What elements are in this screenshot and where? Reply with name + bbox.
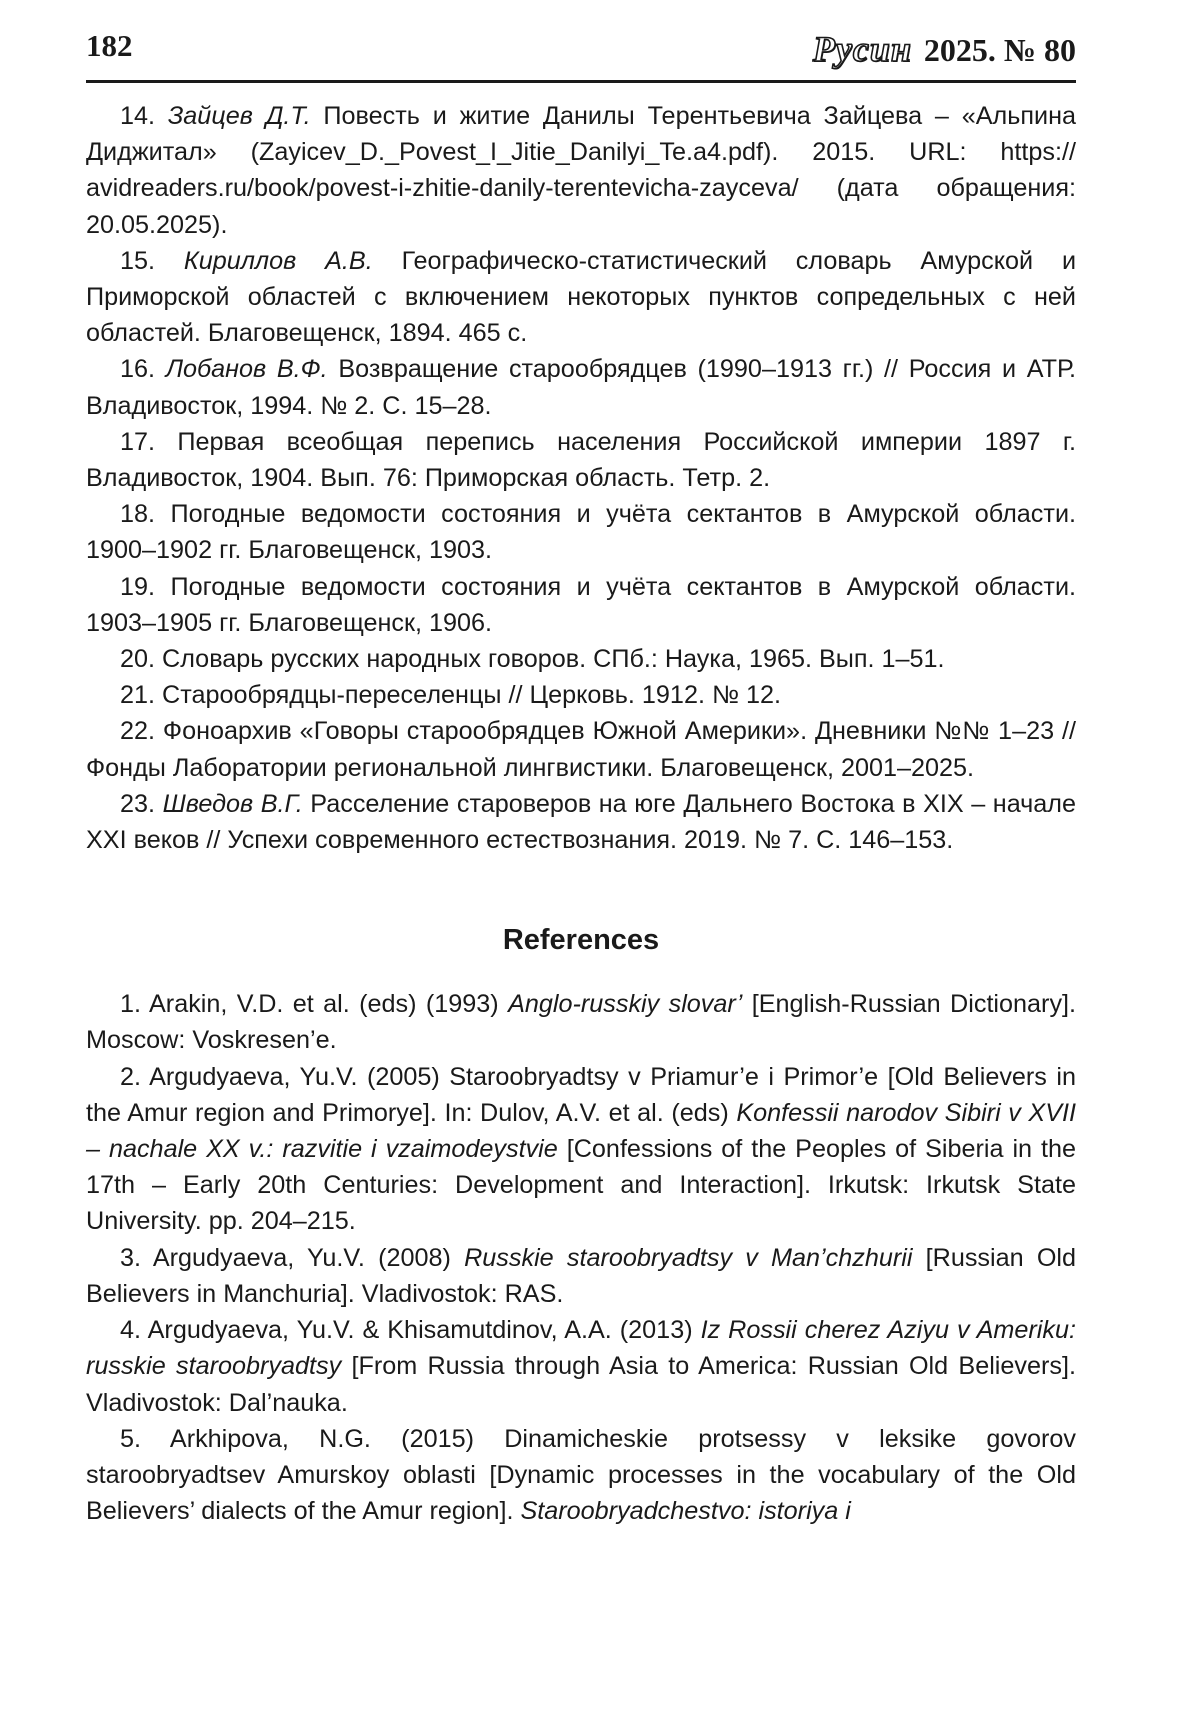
- bibliography-entry-21: [86, 677, 1076, 713]
- entry-number: 23.: [120, 789, 156, 818]
- entry-title: Staroobryadchestvo: istoriya i: [520, 1497, 851, 1526]
- entry-text: [Confessions of the Peoples of Siberia in the 17th – Early 20th Centuries: Development and Interaction]. Irkutsk: Irkutsk State University. pp. 204–215.: [86, 1135, 1077, 1236]
- entry-title: Iz Rossii cherez Aziyu v Ameriku: russkie staroobryadtsy: [86, 1316, 1076, 1381]
- entry-number: 17.: [120, 427, 156, 456]
- bibliography-entry-18: [86, 496, 1076, 568]
- bibliography-entry-16: [86, 351, 1076, 423]
- entry-text: [Russian Old Believers in Manchuria]. Vladivostok: RAS.: [86, 1243, 1077, 1308]
- reference-entry-4: [86, 1312, 1076, 1421]
- entry-number: 18.: [120, 500, 156, 529]
- entry-text: Погодные ведомости состояния и учёта сектантов в Амурской области. 1900–1902 гг. Благовещенск, 1903.: [86, 500, 1077, 565]
- entry-text: [From Russia through Asia to America: Russian Old Believers]. Vladivostok: Dal’nauka.: [86, 1352, 1076, 1417]
- entry-author: Шведов В.Г.: [162, 789, 303, 818]
- page-content: [86, 98, 1076, 1529]
- entry-title: Russkie staroobryadtsy v Man’chzhurii: [464, 1243, 913, 1272]
- bibliography-entry-14: [86, 98, 1076, 243]
- entry-number: 16.: [120, 355, 156, 384]
- entry-number: 1.: [120, 990, 142, 1019]
- entry-title: Konfessii narodov Sibiri v XVII – nachale XX v.: razvitie i vzaimodeystvie: [86, 1098, 1076, 1164]
- page-header: [86, 28, 1076, 83]
- bibliography-entry-20: [86, 641, 1076, 677]
- bibliography-entry-17: [86, 424, 1076, 496]
- bibliography-entry-23: [86, 786, 1076, 858]
- entry-number: 4.: [120, 1316, 142, 1345]
- bibliography-list: [86, 98, 1076, 858]
- entry-text: Фоноархив «Говоры старообрядцев Южной Америки». Дневники №№ 1–23 // Фонды Лаборатории региональной лингвистики. Благовещенск, 2001–2025.: [86, 717, 1076, 782]
- entry-text: [English-Russian Dictionary]. Moscow: Voskresen’e.: [86, 990, 1077, 1055]
- references-heading: References: [502, 924, 660, 957]
- entry-number: 20.: [120, 645, 156, 674]
- reference-entry-3: [86, 1240, 1076, 1312]
- journal-title: [813, 28, 1076, 70]
- entry-text: Argudyaeva, Yu.V. (2008): [152, 1243, 451, 1272]
- entry-text: Argudyaeva, Yu.V. (2005) Staroobryadtsy v Priamur’e i Primor’e [Old Believers in the Amur region and Primorye]. In: Dulov, A.V. et al. (eds): [86, 1062, 1076, 1127]
- entry-text: Старообрядцы-переселенцы // Церковь. 1912. № 12.: [162, 681, 781, 710]
- entry-number: 2.: [120, 1062, 142, 1091]
- entry-number: 3.: [120, 1243, 142, 1272]
- entry-title: Anglo-russkiy slovar’: [508, 990, 743, 1019]
- bibliography-entry-22: [86, 713, 1076, 785]
- entry-text: Возвращение старообрядцев (1990–1913 гг.) // Россия и АТР. Владивосток, 1994. № 2. С. 15–28.: [86, 355, 1076, 420]
- reference-entry-1: [86, 986, 1076, 1058]
- entry-text: Argudyaeva, Yu.V. & Khisamutdinov, A.A. (2013): [147, 1316, 693, 1345]
- bibliography-entry-15: [86, 243, 1076, 352]
- references-list: [86, 986, 1076, 1529]
- entry-text: Arkhipova, N.G. (2015) Dinamicheskie protsessy v leksike govorov staroobryadtsev Amurskoy oblasti [Dynamic processes in the vocabulary of the Old Believers’ dialects of the Amur region].: [86, 1424, 1077, 1526]
- reference-entry-2: [86, 1059, 1076, 1240]
- reference-entry-5: [86, 1421, 1076, 1530]
- entry-text: Географическо-статистический словарь Амурской и Приморской областей с включением некоторых пунктов сопредельных с ней областей. Благовещенск, 1894. 465 с.: [86, 246, 1077, 348]
- entry-text: Повесть и житие Данилы Терентьевича Зайцева – «Альпина Диджитал» (Zayicev_D._Povest_I_Jitie_Danilyi_Te.a4.pdf). 2015. URL: https:// avidreaders.ru/book/povest-i-zhitie-danily-terentevicha-zayceva/ (дата обращения: 20.05.2025).: [86, 102, 1077, 239]
- entry-author: Лобанов В.Ф.: [165, 355, 328, 384]
- entry-text: Расселение староверов на юге Дальнего Востока в XIX – начале XXI веков // Успехи современного естествознания. 2019. № 7. С. 146–153.: [86, 789, 1077, 855]
- entry-number: 5.: [120, 1424, 142, 1453]
- page-number: 182: [86, 28, 133, 63]
- entry-number: 19.: [120, 572, 156, 601]
- entry-number: 14.: [120, 102, 156, 130]
- entry-author: Зайцев Д.Т.: [167, 102, 311, 130]
- bibliography-entry-19: [86, 569, 1076, 641]
- journal-logo: Русин: [812, 29, 912, 69]
- entry-number: 21.: [120, 681, 156, 710]
- entry-author: Кириллов А.В.: [183, 246, 373, 275]
- entry-number: 22.: [120, 717, 156, 746]
- entry-number: 15.: [120, 246, 156, 275]
- entry-text: Словарь русских народных говоров. СПб.: Наука, 1965. Вып. 1–51.: [162, 645, 945, 674]
- entry-text: Погодные ведомости состояния и учёта сектантов в Амурской области. 1903–1905 гг. Благовещенск, 1906.: [86, 572, 1077, 637]
- entry-text: Arakin, V.D. et al. (eds) (1993): [149, 990, 499, 1019]
- issue-label: 2025. № 80: [923, 32, 1076, 68]
- entry-text: Первая всеобщая перепись населения Российской империи 1897 г. Владивосток, 1904. Вып. 76: Приморская область. Тетр. 2.: [86, 427, 1076, 493]
